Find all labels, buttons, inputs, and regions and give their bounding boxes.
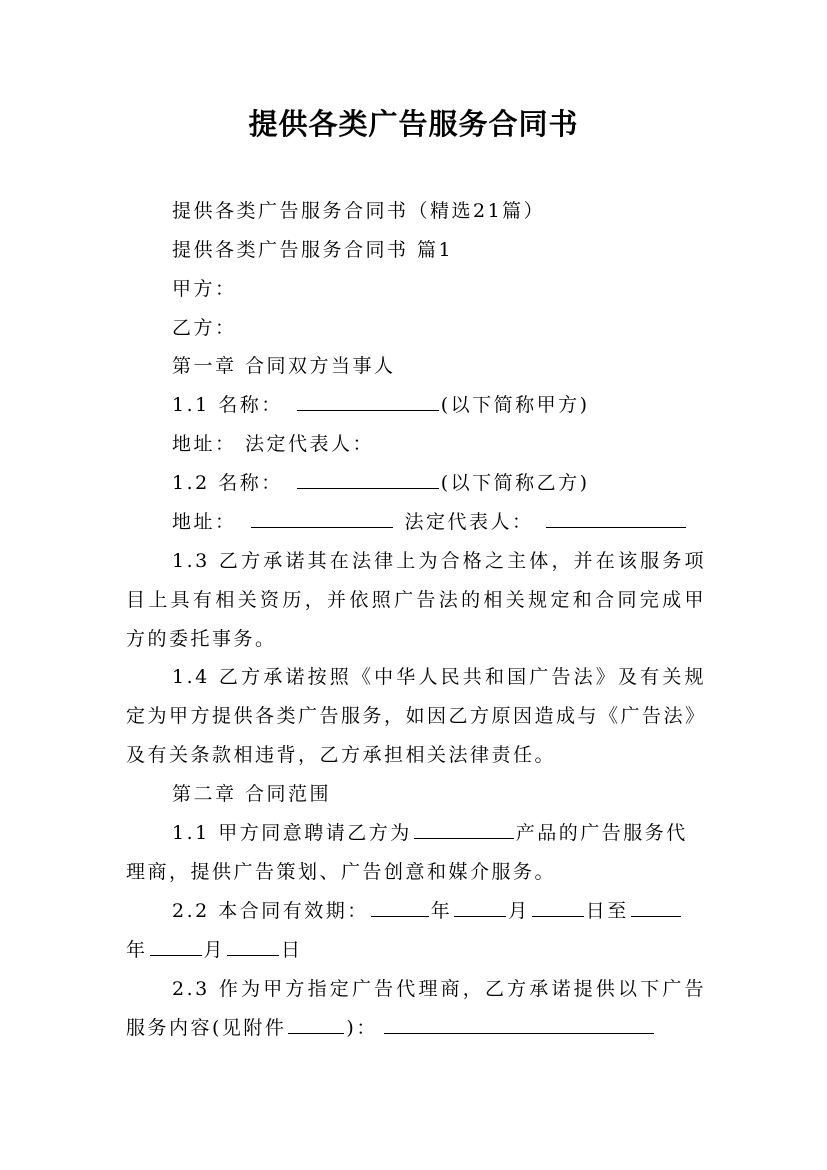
- clause-2-1-line-2: 理商，提供广告策划、广告创意和媒介服务。: [126, 861, 557, 883]
- clause-1-3-line-2: 目上具有相关资历，并依照广告法的相关规定和合同完成甲: [126, 589, 706, 611]
- representative-blank: [546, 509, 686, 528]
- address-representative-b: [172, 509, 706, 535]
- start-day-blank: [532, 898, 584, 917]
- month-label: 月: [508, 900, 530, 922]
- end-month-blank: [150, 937, 202, 956]
- clause-1-1: [172, 392, 706, 418]
- address-label: 地址：: [172, 511, 237, 533]
- service-content-blank: [384, 1015, 654, 1034]
- clause-2-3-prefix: 服务内容(见附件: [126, 1017, 287, 1039]
- start-year-blank: [371, 898, 429, 917]
- clause-2-1-suffix: 产品的广告服务代: [515, 822, 688, 844]
- clause-1-4-line-3: 及有关条款相违背，乙方承担相关法律责任。: [126, 744, 557, 766]
- clause-1-2-suffix: (以下简称乙方): [440, 472, 590, 494]
- clause-1-1-label: 1.1 名称：: [172, 394, 283, 416]
- end-year-blank: [631, 898, 681, 917]
- year-label: 年: [430, 900, 453, 922]
- subtitle: 提供各类广告服务合同书（精选21篇）: [172, 200, 546, 222]
- clause-2-2-prefix: 2.2 本合同有效期：: [172, 900, 369, 922]
- clause-1-2: [172, 470, 706, 496]
- day-to-label: 日至: [585, 900, 629, 922]
- clause-1-1-suffix: (以下简称甲方): [440, 394, 590, 416]
- end-year-label: 年: [126, 939, 148, 961]
- name-blank-b: [297, 470, 439, 489]
- address-blank: [251, 509, 393, 528]
- clause-1-4-line-2: 定为甲方提供各类广告服务，如因乙方原因造成与《广告法》: [126, 705, 707, 727]
- clause-2-3-suffix: )：: [346, 1017, 378, 1039]
- end-day-blank: [227, 937, 279, 956]
- clause-2-2-line-2: [126, 937, 706, 963]
- chapter-2-heading: 第二章 合同范围: [172, 783, 332, 805]
- clause-2-3-line-2: [126, 1015, 706, 1041]
- party-b-label: 乙方：: [172, 317, 237, 339]
- clause-1-4-line-1: 1.4 乙方承诺按照《中华人民共和国广告法》及有关规: [172, 666, 706, 688]
- section-heading: 提供各类广告服务合同书 篇1: [172, 239, 454, 261]
- start-month-blank: [454, 898, 506, 917]
- representative-label: 法定代表人：: [404, 511, 534, 533]
- clause-1-3-line-1: 1.3 乙方承诺其在法律上为合格之主体，并在该服务项: [172, 550, 706, 572]
- attachment-blank: [288, 1015, 344, 1034]
- clause-2-3-line-1: 2.3 作为甲方指定广告代理商，乙方承诺提供以下广告: [172, 978, 706, 1000]
- clause-2-1-prefix: 1.1 甲方同意聘请乙方为: [172, 822, 412, 844]
- name-blank-a: [297, 392, 439, 411]
- clause-2-1-line-1: [172, 820, 706, 846]
- document-title: 提供各类广告服务合同书: [248, 107, 579, 141]
- address-representative-a: 地址： 法定代表人：: [172, 433, 375, 455]
- end-day-label: 日: [281, 939, 303, 961]
- clause-1-3-line-3: 方的委托事务。: [126, 628, 277, 650]
- chapter-1-heading: 第一章 合同双方当事人: [172, 355, 396, 377]
- clause-1-2-label: 1.2 名称：: [172, 472, 283, 494]
- party-a-label: 甲方：: [172, 278, 237, 300]
- clause-2-2-line-1: [172, 898, 706, 924]
- end-month-label: 月: [203, 939, 226, 961]
- product-blank: [414, 820, 514, 839]
